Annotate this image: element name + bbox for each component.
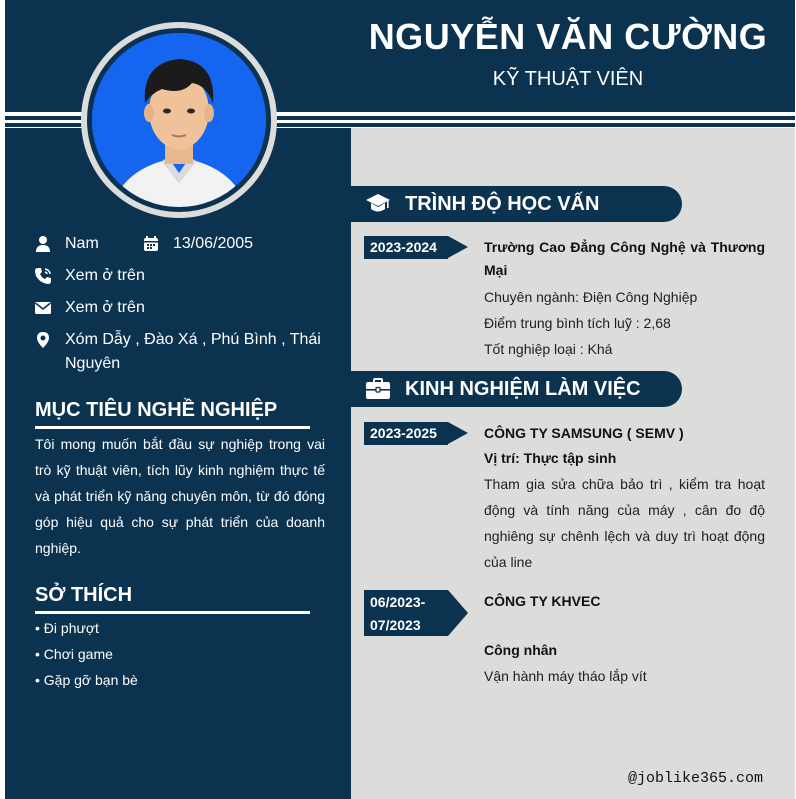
objective-heading: MỤC TIÊU NGHỀ NGHIỆP xyxy=(35,399,278,421)
education-major: Chuyên ngành: Điện Công Nghiệp xyxy=(484,289,698,305)
birthday-value: 13/06/2005 xyxy=(173,235,254,252)
graduation-cap-icon xyxy=(365,192,391,216)
education-grade: Tốt nghiệp loại : Khá xyxy=(484,341,613,357)
job-entry xyxy=(484,422,765,575)
objective-underline xyxy=(35,426,310,429)
email-icon xyxy=(34,299,52,317)
gender-value: Nam xyxy=(65,235,99,252)
job-period xyxy=(370,591,425,637)
job-description: Tham gia sửa chữa bảo trì , kiểm tra hoạt động và tính năng của máy , cân đo độ nghiêng sự chênh lệch và duy trì hoạt động của line xyxy=(484,476,765,570)
location-pin-icon xyxy=(34,331,52,349)
phone-value: Xem ở trên xyxy=(65,267,145,284)
education-gpa: Điểm trung bình tích luỹ : 2,68 xyxy=(484,315,671,331)
job-entry xyxy=(484,590,765,689)
job-period: 2023-2025 xyxy=(370,425,437,441)
avatar xyxy=(92,33,266,207)
education-entry xyxy=(484,236,765,362)
candidate-name: NGUYỄN VĂN CƯỜNG xyxy=(368,16,768,57)
job-period-tag xyxy=(364,422,448,445)
objective-text: Tôi mong muốn bắt đầu sự nghiệp trong vai trò kỹ thuật viên, tích lũy kinh nghiệm thực tế và phát triển kỹ năng chuyên môn, từ đó đóng góp hiệu quả cho sự phát triển của doanh nghiệp. xyxy=(35,436,325,556)
job-description: Vận hành máy tháo lắp vít xyxy=(484,668,647,684)
candidate-title: KỸ THUẬT VIÊN xyxy=(492,68,644,90)
education-period-tag xyxy=(364,236,448,259)
education-period: 2023-2024 xyxy=(370,239,437,255)
job-position: Vị trí: Thực tập sinh xyxy=(484,450,617,466)
hobbies-heading: SỞ THÍCH xyxy=(35,584,133,606)
job-company: CÔNG TY KHVEC xyxy=(484,593,601,609)
user-icon xyxy=(34,235,52,253)
experience-section-header xyxy=(351,371,682,407)
hobby-item: • Đi phượt xyxy=(35,620,99,636)
phone-icon xyxy=(34,267,52,285)
job-position: Công nhân xyxy=(484,642,558,658)
experience-heading: KINH NGHIỆM LÀM VIỆC xyxy=(405,378,641,400)
hobby-item: • Chơi game xyxy=(35,646,113,662)
school-name: Trường Cao Đẳng Công Nghệ và Thương Mại xyxy=(484,239,765,278)
email-value: Xem ở trên xyxy=(65,299,145,316)
education-section-header xyxy=(351,186,682,222)
hobbies-underline xyxy=(35,611,310,614)
education-heading: TRÌNH ĐỘ HỌC VẤN xyxy=(405,193,600,215)
watermark: @joblike365.com xyxy=(628,770,764,787)
job-period-line2: 07/2023 xyxy=(370,617,421,633)
briefcase-icon xyxy=(365,377,391,401)
hobby-item: • Gặp gỡ bạn bè xyxy=(35,672,138,688)
job-company: CÔNG TY SAMSUNG ( SEMV ) xyxy=(484,425,684,441)
calendar-icon xyxy=(142,235,160,253)
address-value: Xóm Dẫy , Đào Xá , Phú Bình , Thái Nguyên xyxy=(65,331,321,372)
job-period-line1: 06/2023- xyxy=(370,594,426,610)
